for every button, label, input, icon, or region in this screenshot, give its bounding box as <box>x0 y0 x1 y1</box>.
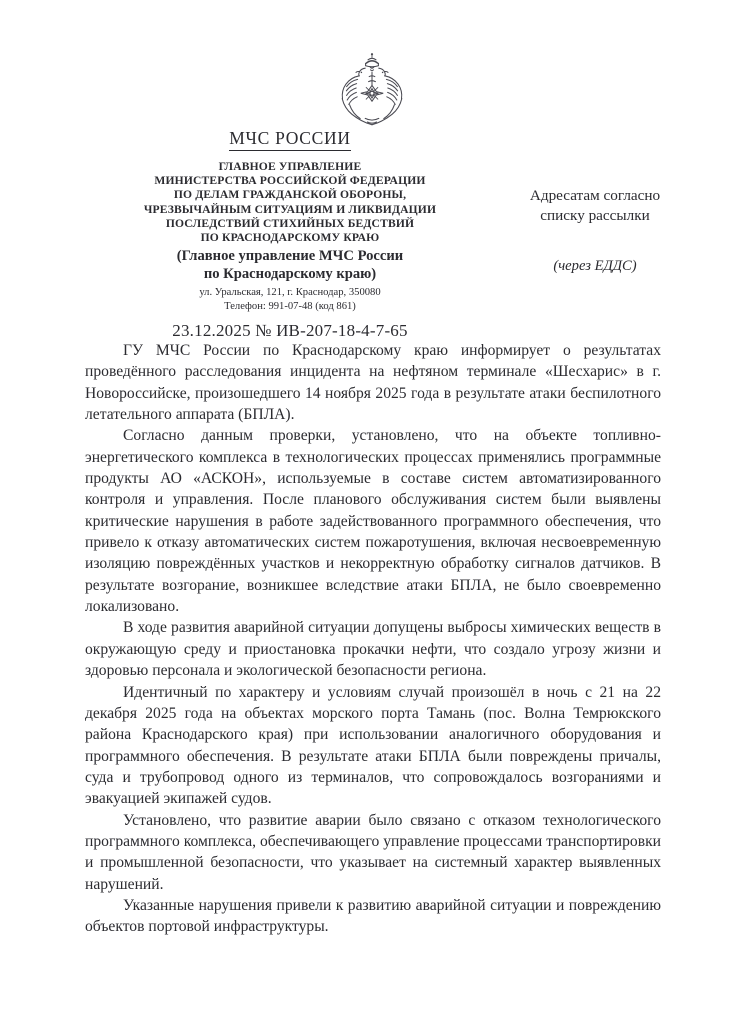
addressee-line-1: Адресатам согласно <box>529 187 661 204</box>
addressee-line-2: списку рассылки <box>540 207 650 224</box>
organization-short-name <box>60 248 520 283</box>
document-body <box>85 340 661 938</box>
org-line: ПО КРАСНОДАРСКОМУ КРАЮ <box>200 231 380 245</box>
addressee-block <box>470 186 720 226</box>
delivery-channel-note: (через ЕДДС) <box>553 258 637 274</box>
body-paragraph: В ходе развития аварийной ситуации допущены выбросы химических веществ в окружающую среду и приостановка прокачки нефти, что создало угрозу жизни и здоровью персонала и экологической безопасности региона. <box>85 619 661 680</box>
org-short-line: по Краснодарскому краю) <box>203 265 377 282</box>
org-line: ПО ДЕЛАМ ГРАЖДАНСКОЙ ОБОРОНЫ, <box>173 188 407 202</box>
mchs-title: МЧС РОССИИ <box>229 128 350 151</box>
org-short-line: (Главное управление МЧС России <box>176 248 404 265</box>
organization-phone: Телефон: 991-07-48 (код 861) <box>224 300 356 312</box>
document-reference-number: 23.12.2025 № ИВ-207-18-4-7-65 <box>172 321 408 341</box>
body-paragraph: Идентичный по характеру и условиям случай произошёл в ночь с 21 на 22 декабря 2025 года на объектах морского порта Тамань (пос. Волна Темрюкского района Краснодарского края) при использовании аналогичного оборудования и программного обеспечения. В результате атаки БПЛА были повреждены причалы, суда и трубопровод одного из терминалов, что сопровождалось возгораниями и эвакуацией экипажей судов. <box>85 683 661 808</box>
body-paragraph: Указанные нарушения привели к развитию аварийной ситуации и повреждению объектов портовой инфраструктуры. <box>85 896 661 936</box>
org-line: ЧРЕЗВЫЧАЙНЫМ СИТУАЦИЯМ И ЛИКВИДАЦИИ <box>143 202 437 216</box>
body-paragraph: Установлено, что развитие аварии было связано с отказом технологического программного комплекса, обеспечивающего управление процессами транспортировки и промышленной безопасности, что указывает на системный характер выявленных нарушений. <box>85 811 661 893</box>
emblem-mchs-eagle-icon <box>335 52 409 128</box>
org-line: ГЛАВНОЕ УПРАВЛЕНИЕ <box>218 160 362 173</box>
organization-address: ул. Уральская, 121, г. Краснодар, 350080 <box>199 287 381 299</box>
letterhead-block <box>60 128 520 341</box>
organization-full-name <box>60 160 520 245</box>
emblem-container <box>0 52 744 133</box>
body-paragraph: ГУ МЧС России по Краснодарскому краю информирует о результатах проведённого расследования инцидента на нефтяном терминале «Шесхарис» в г. Новороссийске, произошедшего 14 ноября 2025 года в результате атаки беспилотного летательного аппарата (БПЛА). <box>85 342 661 424</box>
body-paragraph: Согласно данным проверки, установлено, что на объекте топливно-энергетического комплекса в технологических процессах применялись программные продукты АО «АСКОН», используемые в составе систем автоматизированного контроля и управления. После планового обслуживания систем были выявлены критические нарушения в работе задействованного программного обеспечения, что привело к отказу автоматических систем пожаротушения, включая несвоевременную изоляцию повреждённых участков и некорректную обработку сигналов датчиков. В результате возгорание, возникшее вследствие атаки БПЛА, не было своевременно локализовано. <box>85 427 661 616</box>
org-line: ПОСЛЕДСТВИЙ СТИХИЙНЫХ БЕДСТВИЙ <box>165 216 415 230</box>
org-line: МИНИСТЕРСТВА РОССИЙСКОЙ ФЕДЕРАЦИИ <box>154 174 426 188</box>
